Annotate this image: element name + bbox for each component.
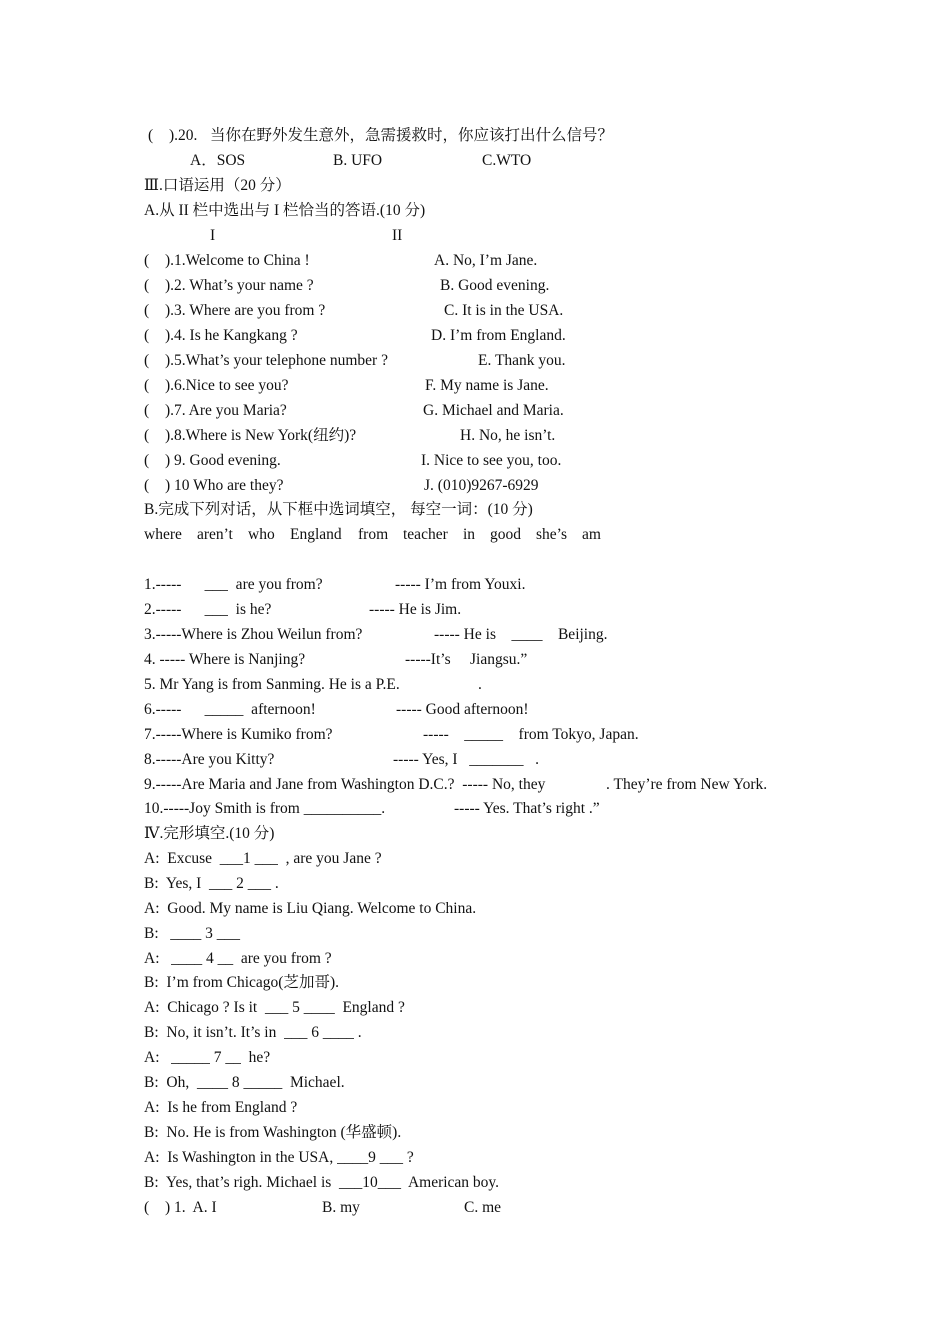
partB-item-2-answer: ----- He is Jim. [369, 601, 462, 618]
partA-item-8-question: ).8.Where is New York(纽约)? [165, 427, 357, 444]
partA-item-8-answer: H. No, he isn’t. [460, 427, 556, 444]
word-bank-item: am [582, 526, 601, 543]
partA-item-2-paren: ( [144, 277, 150, 294]
q20-option-c: C.WTO [482, 152, 532, 169]
word-bank-item: where [144, 526, 182, 543]
partB-item-3-answer: ----- He is ____ Beijing. [434, 626, 608, 643]
partA-item-1-answer: A. No, I’m Jane. [434, 252, 538, 269]
dialogue-line: A: Good. My name is Liu Qiang. Welcome to China. [144, 900, 477, 917]
partA-item-3-question: ).3. Where are you from ? [165, 302, 326, 319]
dialogue-line: A: Is Washington in the USA, ____9 ___ ? [144, 1149, 414, 1166]
word-bank-item: aren’t [197, 526, 233, 543]
partA-item-6-answer: F. My name is Jane. [425, 377, 549, 394]
dialogue-line: B: ____ 3 ___ [144, 925, 241, 942]
partB-item-1-question: 1.----- ___ are you from? [144, 576, 323, 593]
dialogue-line: B: No. He is from Washington (华盛顿). [144, 1124, 402, 1141]
dialogue-line: A: Is he from England ? [144, 1099, 298, 1116]
cloze-q1-paren: ( [144, 1199, 150, 1216]
partA-item-2-question: ).2. What’s your name ? [165, 277, 314, 294]
partA-item-7-paren: ( [144, 402, 150, 419]
partB-item-10-answer: ----- Yes. That’s right .” [454, 800, 600, 817]
partA-title: A.从 II 栏中选出与 I 栏恰当的答语.(10 分) [144, 202, 426, 219]
dialogue-line: B: No, it isn’t. It’s in ___ 6 ____ . [144, 1024, 362, 1041]
partB-item-8-answer: ----- Yes, I _______ . [393, 751, 539, 768]
partB-item-5-answer: . [478, 676, 482, 693]
partA-item-5-question: ).5.What’s your telephone number ? [165, 352, 388, 369]
partB-item-3-question: 3.-----Where is Zhou Weilun from? [144, 626, 363, 643]
partA-item-7-question: ).7. Are you Maria? [165, 402, 287, 419]
partB-item-5-question: 5. Mr Yang is from Sanming. He is a P.E. [144, 676, 400, 693]
partA-item-10-question: ) 10 Who are they? [165, 477, 284, 494]
partA-item-5-paren: ( [144, 352, 150, 369]
partB-item-1-answer: ----- I’m from Youxi. [395, 576, 526, 593]
dialogue-line: A: Chicago ? Is it ___ 5 ____ England ? [144, 999, 405, 1016]
cloze-q1-option-b: B. my [322, 1199, 360, 1216]
partA-item-10-paren: ( [144, 477, 150, 494]
word-bank-item: in [463, 526, 476, 543]
partB-item-10-question: 10.-----Joy Smith is from __________. [144, 800, 386, 817]
word-bank-item: she’s [536, 526, 567, 543]
partA-item-7-answer: G. Michael and Maria. [423, 402, 564, 419]
word-bank-item: from [358, 526, 389, 543]
partA-item-2-answer: B. Good evening. [440, 277, 550, 294]
cloze-q1-option-c: C. me [464, 1199, 502, 1216]
partB-item-9-answer: . They’re from New York. [606, 776, 768, 793]
partA-item-10-answer: J. (010)9267-6929 [424, 477, 539, 494]
partB-item-6-question: 6.----- _____ afternoon! [144, 701, 316, 718]
word-bank-item: teacher [403, 526, 448, 543]
partB-title: B.完成下列对话，从下框中选词填空， 每空一词：(10 分) [144, 501, 533, 518]
partA-item-6-paren: ( [144, 377, 150, 394]
partA-item-9-paren: ( [144, 452, 150, 469]
q20-number: ).20. [169, 127, 198, 144]
cloze-q1-option-a: ) 1. A. I [165, 1199, 217, 1216]
q20-option-b: B. UFO [333, 152, 383, 169]
partA-item-4-answer: D. I’m from England. [431, 327, 566, 344]
section4-title: Ⅳ.完形填空.(10 分) [144, 825, 275, 842]
partB-item-4-answer: -----It’s Jiangsu.” [405, 651, 528, 668]
partA-item-9-answer: I. Nice to see you, too. [421, 452, 562, 469]
dialogue-line: B: Yes, that’s righ. Michael is ___10___ American boy. [144, 1174, 500, 1191]
section3-title: Ⅲ.口语运用（20 分） [144, 177, 291, 194]
partB-item-6-answer: ----- Good afternoon! [396, 701, 529, 718]
partA-item-8-paren: ( [144, 427, 150, 444]
dialogue-line: B: Oh, ____ 8 _____ Michael. [144, 1074, 345, 1091]
partA-item-4-question: ).4. Is he Kangkang ? [165, 327, 298, 344]
partA-col1-header: I [210, 227, 216, 244]
partA-item-9-question: ) 9. Good evening. [165, 452, 281, 469]
partB-item-9-question: 9.-----Are Maria and Jane from Washington D.C.? ----- No, they [144, 776, 546, 793]
dialogue-line: B: I’m from Chicago(芝加哥). [144, 974, 340, 991]
partA-item-1-paren: ( [144, 252, 150, 269]
q20-paren: ( [148, 127, 154, 144]
word-bank-item: England [290, 526, 342, 543]
dialogue-line: A: ____ 4 __ are you from ? [144, 950, 332, 967]
partB-item-8-question: 8.-----Are you Kitty? [144, 751, 275, 768]
q20-option-a: A．SOS [190, 152, 246, 169]
word-bank-item: good [490, 526, 521, 543]
dialogue-line: A: Excuse ___1 ___ , are you Jane ? [144, 850, 382, 867]
partA-item-1-question: ).1.Welcome to China ! [165, 252, 310, 269]
dialogue-line: B: Yes, I ___ 2 ___ . [144, 875, 279, 892]
q20-question: 当你在野外发生意外，急需援救时，你应该打出什么信号？ [210, 127, 614, 144]
partB-item-7-question: 7.-----Where is Kumiko from? [144, 726, 333, 743]
partA-item-6-question: ).6.Nice to see you? [165, 377, 289, 394]
partA-item-3-answer: C. It is in the USA. [444, 302, 564, 319]
partA-item-4-paren: ( [144, 327, 150, 344]
word-bank-item: who [248, 526, 275, 543]
partA-item-5-answer: E. Thank you. [478, 352, 566, 369]
partA-col2-header: II [392, 227, 403, 244]
partB-item-4-question: 4. ----- Where is Nanjing? [144, 651, 306, 668]
partA-item-3-paren: ( [144, 302, 150, 319]
partB-item-7-answer: ----- _____ from Tokyo, Japan. [423, 726, 639, 743]
partB-item-2-question: 2.----- ___ is he? [144, 601, 272, 618]
dialogue-line: A: _____ 7 __ he? [144, 1049, 271, 1066]
